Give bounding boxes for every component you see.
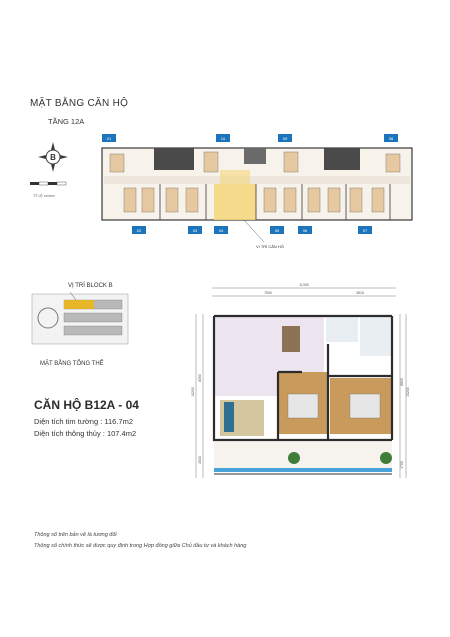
unit-badge: 09 — [282, 136, 288, 141]
dim-right: 3815 — [356, 291, 364, 295]
floor-overview-plan — [94, 128, 420, 246]
unit-badge: 10 — [220, 136, 226, 141]
note-relative: Thông số trên bản vẽ là tương đối — [34, 532, 117, 538]
unit-badge: 06 — [302, 228, 308, 233]
unit-floor-plan — [190, 282, 412, 482]
top-unit-badges — [102, 134, 398, 142]
unit-location-label: VỊ TRÍ CĂN HỘ — [256, 244, 284, 249]
dim-height-left-upper: 8260 — [198, 374, 202, 382]
scale-label: TỶ LỆ xx/xxm — [33, 194, 55, 198]
unit-badge: 07 — [362, 228, 368, 233]
page-title: MẶT BẰNG CĂN HỘ — [30, 98, 129, 109]
scale-bar — [28, 176, 68, 194]
unit-badge: 01 — [106, 136, 112, 141]
site-plan-caption: MẶT BẰNG TỔNG THỂ — [40, 361, 104, 367]
compass-letter: B — [50, 153, 56, 162]
site-plan — [30, 290, 130, 348]
dim-height-right-lower: 1700 — [400, 461, 404, 469]
dim-height-right-upper: 8800 — [400, 378, 404, 386]
block-location-label: VỊ TRÍ BLOCK B — [68, 283, 113, 289]
unit-badge: 03 — [192, 228, 198, 233]
compass-icon — [36, 140, 70, 174]
unit-badge: 05 — [274, 228, 280, 233]
area-wall-center: Diện tích tim tường : 116.7m2 — [34, 417, 134, 426]
note-contract: Thông số chính thức sẽ được quy định trong Hợp đồng giữa Chủ đầu tư và khách hàng — [34, 543, 247, 549]
dim-height-left: 10200 — [191, 387, 195, 397]
unit-title: CĂN HỘ B12A - 04 — [34, 398, 139, 412]
area-clear: Diện tích thông thủy : 107.4m2 — [34, 429, 137, 438]
dim-height-right: 10200 — [406, 387, 410, 397]
floor-label: TẦNG 12A — [48, 117, 85, 126]
bottom-unit-badges — [132, 226, 372, 234]
unit-badge: 08 — [388, 136, 394, 141]
dim-height-left-lower: 2000 — [198, 456, 202, 464]
unit-badge: 04 — [218, 228, 224, 233]
dim-total: 11300 — [299, 283, 309, 287]
unit-badge: 02 — [136, 228, 142, 233]
dim-left: 7500 — [264, 291, 272, 295]
